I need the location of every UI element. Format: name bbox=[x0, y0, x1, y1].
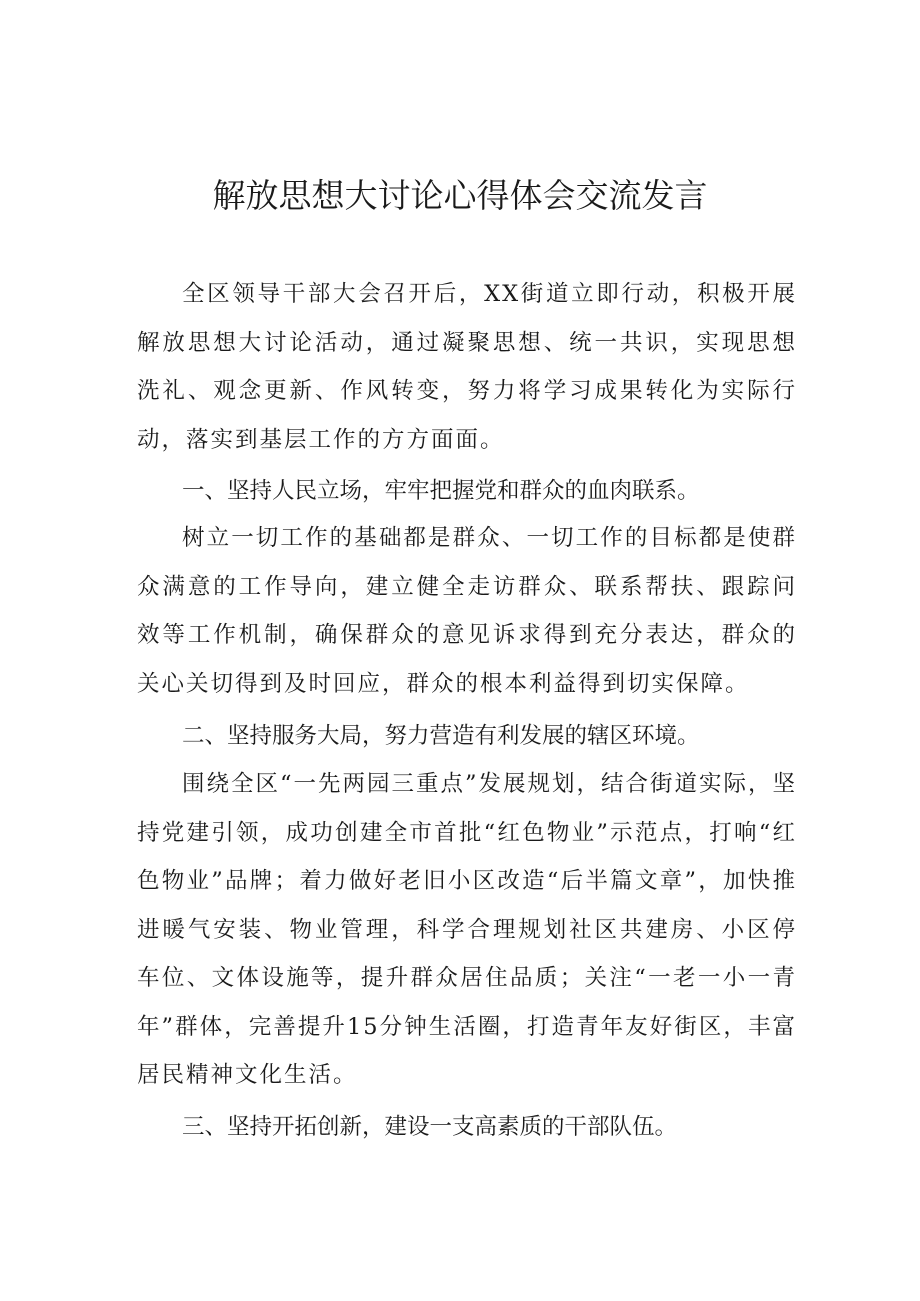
section-heading-1: 一、坚持人民立场，牢牢把握党和群众的血肉联系。 bbox=[182, 478, 700, 504]
section-heading-2: 二、坚持服务大局，努力营造有利发展的辖区环境。 bbox=[182, 723, 700, 749]
section-1-paragraph: 树立一切工作的基础都是群众、一切工作的目标都是使群众满意的工作导向，建立健全走访群众、联系帮扶、跟踪问效等工作机制，确保群众的意见诉求得到充分表达，群众的关心关切得到及时回应，群众的根本利益得到切实保障。 bbox=[137, 525, 797, 697]
section-heading-3: 三、坚持开拓创新，建设一支高素质的干部队伍。 bbox=[182, 1114, 678, 1140]
section-2-paragraph: 围绕全区“一先两园三重点”发展规划，结合街道实际，坚持党建引领，成功创建全市首批“红色物业”示范点，打响“红色物业”品牌；着力做好老旧小区改造“后半篇文章”，加快推进暖气安装、物业管理，科学合理规划社区共建房、小区停车位、文体设施等，提升群众居住品质；关注“一老一小一青年”群体，完善提升15分钟生活圈，打造青年友好街区，丰富居民精神文化生活。 bbox=[137, 771, 798, 1088]
document-title: 解放思想大讨论心得体会交流发言 bbox=[212, 176, 708, 215]
intro-paragraph: 全区领导干部大会召开后，XX街道立即行动，积极开展解放思想大讨论活动，通过凝聚思想、统一共识，实现思想洗礼、观念更新、作风转变，努力将学习成果转化为实际行动，落实到基层工作的方方面面。 bbox=[137, 281, 797, 453]
